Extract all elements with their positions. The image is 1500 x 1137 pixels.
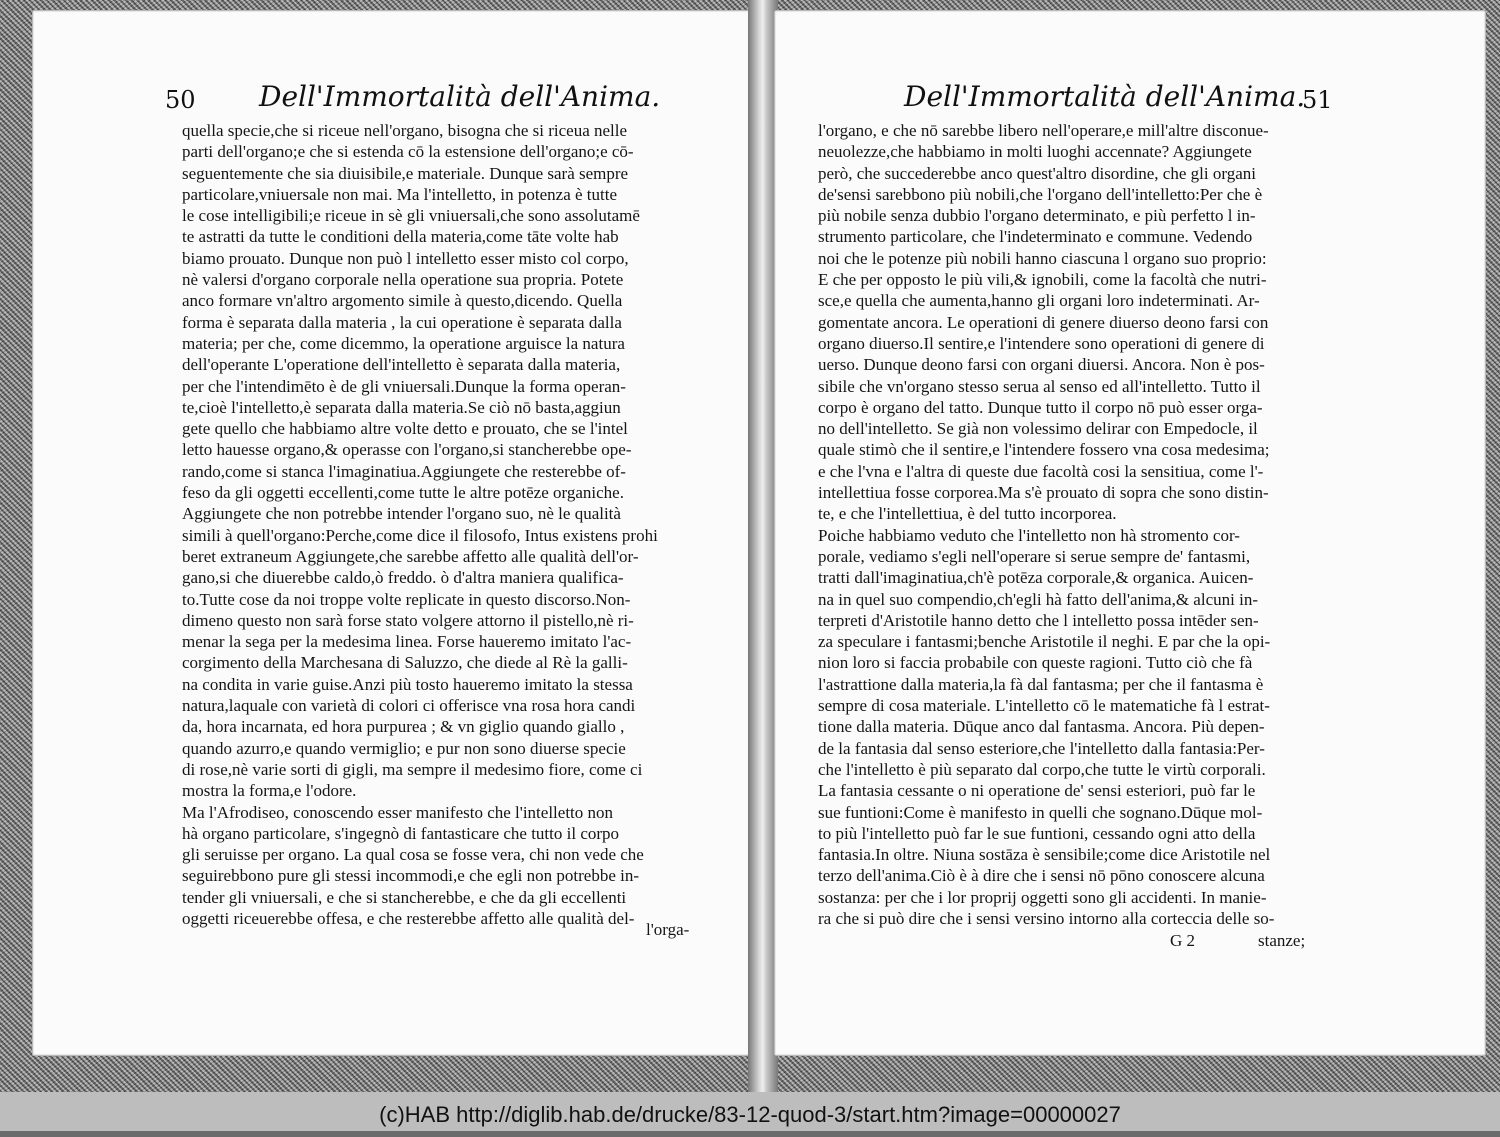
text-line: na condita in varie guise.Anzi più tosto haueremo imitato la stessa [182, 674, 633, 694]
text-line: organo diuerso.Il sentire,e l'intendere sono operationi di genere di [818, 333, 1265, 353]
page-text [818, 120, 1350, 929]
page-number: 50 [165, 86, 196, 114]
text-line: La fantasia cessante o ni operatione de' sensi esteriori, può far le [818, 781, 1256, 801]
left-page [32, 10, 756, 1056]
text-line: più nobile senza dubbio l'organo determinato, e più perfetto l in- [818, 206, 1256, 226]
text-line: quale stimò che il sentire,e l'intendere fossero vna cosa medesima; [818, 440, 1270, 460]
text-line: l'astrattione dalla materia,la fà dal fantasma; per che il fantasma è [818, 674, 1264, 694]
text-line: quella specie,che si riceue nell'organo, bisogna che si riceua nelle [182, 121, 628, 140]
text-line: de la fantasia dal senso esteriore,che l'intelletto dalla fantasia:Per- [818, 738, 1265, 758]
text-line: dimeno questo non sarà forse stato volgere attorno il pistello,nè ri- [182, 610, 634, 630]
text-line: tratti dall'imaginatiua,ch'è potēza corporale,& organica. Auicen- [818, 568, 1254, 588]
text-line: anco formare vn'altro argomento simile à questo,dicendo. Quella [182, 291, 623, 311]
running-title: Dell'Immortalità dell'Anima. [904, 80, 1306, 113]
text-line: to più l'intelletto può far le sue funtioni, cessando ogni atto della [818, 823, 1256, 843]
text-line: quando azurro,e quando vermiglio; e pur non sono diuerse specie [182, 738, 626, 758]
text-line: feso da gli oggetti eccellenti,come tutte le altre potēze organiche. [182, 483, 624, 503]
text-line: gomentate ancora. Le operationi di genere diuerso deono farsi con [818, 312, 1269, 332]
text-line: strumento particolare, che l'indeterminato e commune. Vedendo [818, 227, 1253, 247]
text-line: che l'intelletto è più separato dal corpo,che tutte le virtù corporali. [818, 759, 1266, 779]
text-line: forma è separata dalla materia , la cui operatione è separata dalla [182, 312, 622, 332]
copyright-footer[interactable]: (c)HAB http://diglib.hab.de/drucke/83-12-quod-3/start.htm?image=00000027 [0, 1092, 1500, 1131]
text-line: gete quello che habbiamo altre volte detto e prouato, che se l'intel [182, 419, 628, 439]
text-line: beret extraneum Aggiungete,che sarebbe affetto alle qualità dell'or- [182, 546, 639, 566]
text-line: nion loro si faccia probabile con queste ragioni. Tutto ciò che fà [818, 653, 1253, 673]
text-line: Aggiungete che non potrebbe intender l'organo suo, nè le qualità [182, 504, 621, 524]
text-line: tender gli vniuersali, e che si stancherebbe, e che da gli eccellenti [182, 887, 627, 907]
text-line: l'organo, e che nō sarebbe libero nell'operare,e mill'altre disconue- [818, 121, 1269, 140]
text-line: E che per opposto le più vili,& ignobili, come la facoltà che nutri- [818, 270, 1267, 290]
text-line: sostanza: per che i lor proprij oggetti sono gli accidenti. In manie- [818, 887, 1267, 907]
text-line: to.Tutte cose da noi troppe volte replicate in questo discorso.Non- [182, 589, 631, 609]
text-line: da, hora incarnata, ed hora purpurea ; & vn giglio quando giallo , [182, 717, 625, 737]
text-line: seguirebbono pure gli stessi incommodi,e che egli non potrebbe in- [182, 866, 640, 886]
text-line: ra che si può dire che i sensi versino intorno alla corteccia delle so- [818, 908, 1275, 928]
text-line: le cose intelligibili;e riceue in sè gli vniuersali,che sono assolutamē [182, 206, 640, 226]
text-line: za speculare i fantasmi;benche Aristotile il neghi. E par che la opi- [818, 632, 1271, 652]
text-line: sempre di cosa materiale. L'intelletto cō le matematiche fà l estrat- [818, 696, 1270, 716]
text-line: sibile che vn'organo stesso serua al senso ed all'intelletto. Tutto il [818, 376, 1261, 396]
text-line: no dell'intelletto. Se già non volessimo delirar con Empedocle, il [818, 419, 1258, 439]
text-line: noi che le potenze più nobili hanno ciascuna l organo suo proprio: [818, 248, 1267, 268]
text-line: te, e che l'intellettiua, è del tutto incorporea. [818, 504, 1117, 524]
text-line: te,cioè l'intelletto,è separata dalla materia.Se ciò nō basta,aggiun [182, 397, 621, 417]
catchword: stanze; [1258, 931, 1306, 950]
text-line: neuolezze,che habbiamo in molti luoghi accennate? Aggiungete [818, 142, 1252, 162]
text-line: simili à quell'organo:Perche,come dice il filosofo, Intus existens prohi [182, 525, 658, 545]
text-line: corgimento della Marchesana di Saluzzo, che diede al Rè la galli- [182, 653, 628, 673]
text-line: porale, vediamo s'egli nell'operare si serue sempre de' fantasmi, [818, 546, 1251, 566]
text-line: sue funtioni:Come è manifesto in quelli che sognano.Dūque mol- [818, 802, 1263, 822]
text-line: uerso. Dunque deono farsi con organi diuersi. Ancora. Non è pos- [818, 355, 1265, 375]
text-line: Ma l'Afrodiseo, conoscendo esser manifesto che l'intelletto non [182, 802, 614, 822]
text-line: te astratti da tutte le conditioni della materia,come tāte volte hab [182, 227, 619, 247]
text-line: corpo è organo del tatto. Dunque tutto il corpo nō può esser orga- [818, 397, 1263, 417]
text-line: fantasia.In oltre. Niuna sostāza è sensibile;come dice Aristotile nel [818, 845, 1271, 865]
text-line: nè valersi d'organo corporale nella operatione sua propria. Potete [182, 270, 624, 290]
text-line: sce,e quella che aumenta,hanno gli organi loro indeterminati. Ar- [818, 291, 1260, 311]
catchword: l'orga- [646, 920, 690, 939]
text-line: intellettiua fosse corporea.Ma s'è prouato di sopra che sono distin- [818, 483, 1269, 503]
text-line: tione dalla materia. Dūque anco dal fantasma. Ancora. Più depen- [818, 717, 1265, 737]
text-line: letto hauesse organo,& operasse con l'organo,si stancherebbe ope- [182, 440, 632, 460]
text-line: parti dell'organo;e che si estenda cō la estensione dell'organo;e cō- [182, 142, 634, 162]
page-text [182, 120, 722, 929]
text-line: mostra la forma,e l'odore. [182, 781, 357, 801]
text-line: gli seruisse per organo. La qual cosa se fosse vera, chi non vede che [182, 845, 644, 865]
text-line: seguentemente che sia diuisibile,e materiale. Dunque sarà sempre [182, 163, 629, 183]
text-line: menar la sega per la medesima linea. Forse haueremo imitato l'ac- [182, 632, 632, 652]
signature-mark: G 2 [1170, 931, 1196, 950]
text-line: biamo prouato. Dunque non può l intelletto esser misto col corpo, [182, 248, 629, 268]
text-line: natura,laquale con varietà di colori ci offerisce vna rosa hora candi [182, 696, 636, 716]
text-line: dell'operante L'operatione dell'intelletto è separata dalla materia, [182, 355, 621, 375]
right-page [774, 10, 1486, 1056]
text-line: hà organo particolare, s'ingegnò di fantasticare che tutto il corpo [182, 823, 620, 843]
text-line: terzo dell'anima.Ciò è à dire che i sensi nō pōno conoscere alcuna [818, 866, 1265, 886]
text-line: e che l'vna e l'altra di queste due facoltà cosi la sensitiua, come l'- [818, 461, 1264, 481]
page-number: 51 [1302, 86, 1333, 114]
text-line: oggetti riceuerebbe offesa, e che resterebbe affetto alle qualità del- [182, 908, 635, 928]
text-line: però, che succederebbe anco quest'altro disordine, che gli organi [818, 163, 1256, 183]
text-line: materia; per che, come dicemmo, la operatione arguisce la natura [182, 333, 625, 353]
text-line: de'sensi sarebbono più nobili,che l'organo dell'intelletto:Per che è [818, 184, 1263, 204]
text-line: Poiche habbiamo veduto che l'intelletto non hà stromento cor- [818, 525, 1240, 545]
text-line: particolare,vniuersale non mai. Ma l'intelletto, in potenza è tutte [182, 184, 617, 204]
text-line: gano,si che diuerebbe caldo,ò freddo. ò d'altra maniera qualifica- [182, 568, 624, 588]
text-line: na in quel suo compendio,ch'egli hà fatto dell'anima,& alcuni in- [818, 589, 1258, 609]
running-title: Dell'Immortalità dell'Anima. [259, 80, 661, 113]
text-line: terpreti d'Aristotile hanno detto che l intelletto possa intēder sen- [818, 610, 1259, 630]
text-line: di rose,nè varie sorti di gigli, ma sempre il medesimo fiore, come ci [182, 759, 643, 779]
text-line: per che l'intendimēto è de gli vniuersali.Dunque la forma operan- [182, 376, 626, 396]
text-line: rando,come si stanca l'imaginatiua.Aggiungete che resterebbe of- [182, 461, 626, 481]
